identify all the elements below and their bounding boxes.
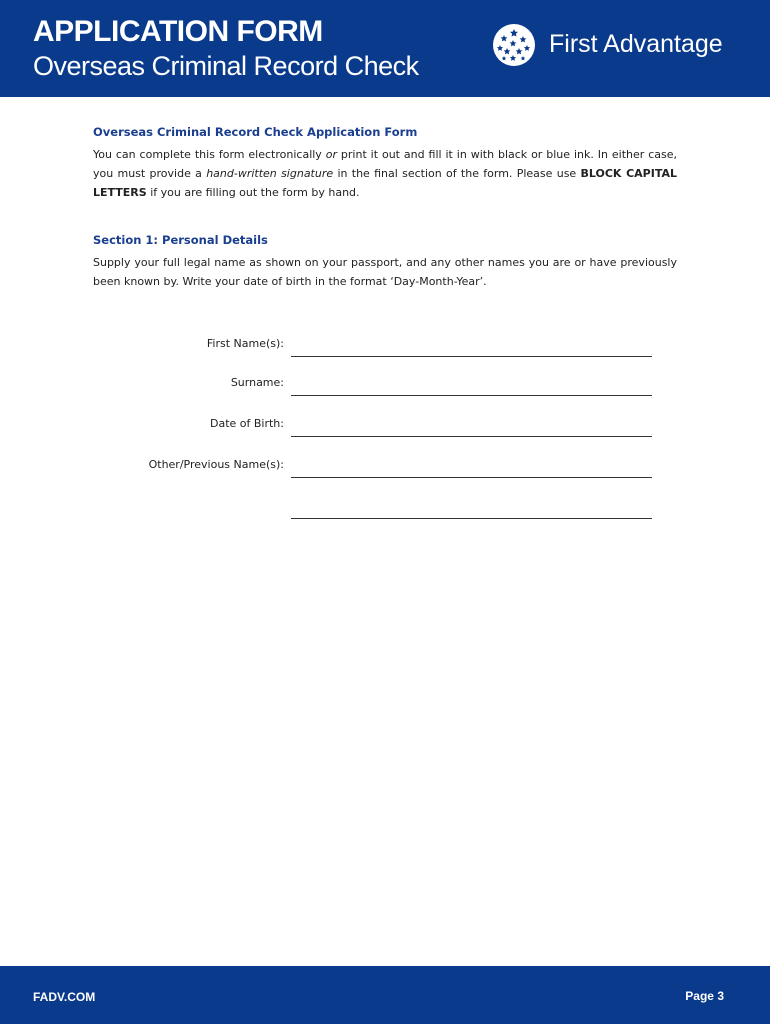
page-number: Page 3 [685,989,724,1003]
logo-text: First Advantage [549,30,723,58]
other-names-label: Other/Previous Name(s): [148,458,284,471]
surname-row [93,372,653,396]
first-advantage-logo [492,22,742,68]
other-names-field[interactable] [291,477,652,478]
other-names-field-2[interactable] [291,518,652,519]
form-subtitle: Overseas Criminal Record Check [33,51,419,81]
form-instructions [93,123,677,291]
page-footer [0,966,770,1024]
other-names-row-2 [93,495,653,519]
section-1-paragraph: Supply your full legal name as shown on your passport, and any other names you are or have previously been known by. Write your date of birth in the format ‘Day-Month-Year’. [93,256,677,288]
first-names-label: First Name(s): [206,337,284,350]
dob-label: Date of Birth: [209,417,284,430]
surname-field[interactable] [291,395,652,396]
intro-heading: Overseas Criminal Record Check Application Form [93,125,418,139]
first-names-field[interactable] [291,356,652,357]
page-header [0,0,770,97]
footer-website: FADV.COM [33,990,96,1004]
first-names-row [93,333,653,357]
section-1-heading: Section 1: Personal Details [93,233,268,247]
other-names-row [93,454,653,478]
intro-paragraph: You can complete this form electronically or print it out and fill it in with black or blue ink. In either case, you must provide a hand-written signature in the final section of the form. Please use BLOCK CAPITAL LETTERS if you are filling out the form by hand. [93,148,677,199]
dob-field[interactable] [291,436,652,437]
form-title: APPLICATION FORM [33,15,323,48]
dob-row [93,413,653,437]
globe-icon [492,23,536,67]
surname-label: Surname: [230,376,284,389]
